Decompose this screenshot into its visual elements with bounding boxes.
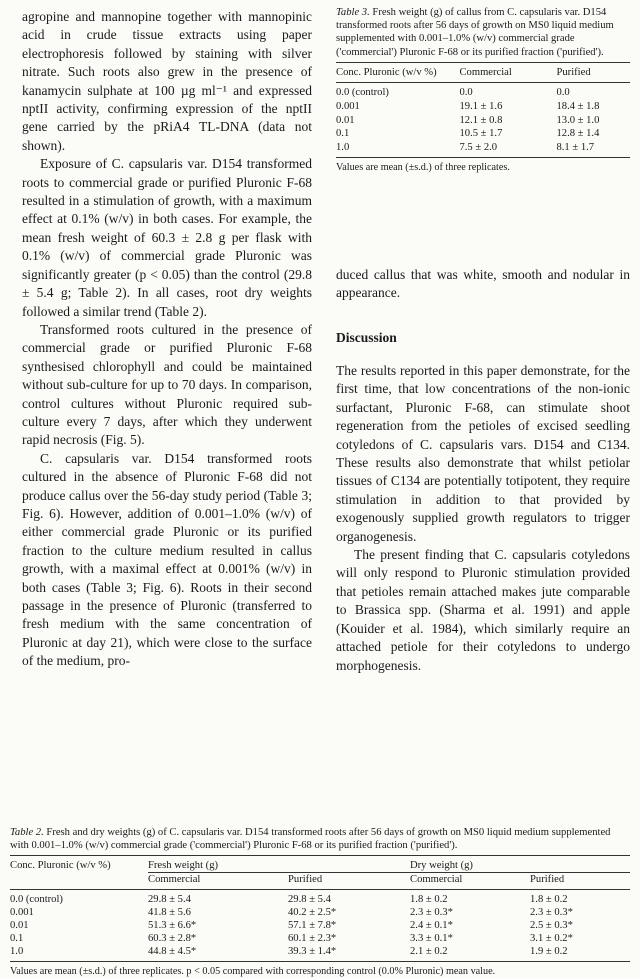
table-row [336,141,630,155]
table-cell: 1.0 [336,141,350,153]
paragraph: Transformed roots cultured in the presence of commercial grade or purified Pluronic F-68 synthesised chlorophyll and could be maintained without sub-culture for up to 70 days. In comparison, control cultures without Pluronic required sub-culture every 7 days, after which they underwent rapid necrosis (Fig. 5). [22,321,312,448]
table-header-row [10,859,630,873]
header-group: Dry weight (g) [410,860,473,872]
table-cell: 0.01 [336,114,355,126]
header-cell: Purified [530,873,630,887]
table-cell: 1.9 ± 0.2 [530,946,568,958]
table-cell: 1.8 ± 0.2 [530,894,568,906]
table [10,893,630,958]
table-cell: 2.3 ± 0.3* [410,907,453,919]
table-cell: 0.1 [10,933,24,945]
rule [336,62,630,63]
table-note: Values are mean (±s.d.) of three replicates. [336,162,510,174]
paragraph: agropine and mannopine together with mannopinic acid in crude tissue extracts using paper electrophoresis followed by staining with silver nitrate. Such roots also grew in the presence of kanamycin sulphate at 100 µg ml⁻¹ and expressed nptII activity, confirming expression of the nptII gene carried by the pRiA4 TL-DNA (data not shown). [22,9,312,153]
table-cell: 60.3 ± 2.8* [148,933,197,945]
table-cell: 0.0 [556,87,570,99]
left-column [22,8,312,671]
table-cell: 0.001 [10,907,34,919]
paragraph: duced callus that was white, smooth and nodular in appearance. [336,267,630,301]
table-cell: 0.01 [10,920,29,932]
table-row [336,86,630,100]
table-cell: 0.0 (control) [10,894,63,906]
paragraph: The results reported in this paper demonstrate, for the first time, that low concentrations of the non-ionic surfactant, Pluronic F-68, can stimulate shoot regeneration from the petioles of excised seedling cotyledons of C. capsularis vars. D154 and C134. These results also demonstrate that whilst petiolar tissues of C134 are potentially totipotent, they require stimulation in addition to that provided by exogenously supplied growth regulators to trigger organogenesis. [336,363,630,544]
table-header-row [336,66,630,80]
paragraph: Exposure of C. capsularis var. D154 transformed roots to commercial grade or purified Pluronic F-68 resulted in a stimulation of growth, with a maximum effect at 0.1% (w/v) in both cases. For example, the mean fresh weight of 60.3 ± 2.8 g per flask with 0.1% (w/v) of commercial grade Pluronic was significantly greater (p < 0.05) than the control (29.8 ± 5.4 g; Table 2). In all cases, root dry weights followed a similar trend (Table 2). [22,156,312,319]
table-cell: 13.0 ± 1.0 [556,114,600,126]
right-column-body [336,362,630,675]
table [336,86,630,154]
table-cell: 3.1 ± 0.2* [530,933,573,945]
table-cell: 12.1 ± 0.8 [459,114,503,126]
table-cell: 60.1 ± 2.3* [288,933,337,945]
table-cell: 8.1 ± 1.7 [556,141,595,153]
table-row [10,932,630,945]
table-cell: 57.1 ± 7.8* [288,920,337,932]
rule [336,82,630,83]
table-cell: 0.0 (control) [336,87,389,99]
header-cell: Conc. Pluronic (w/v %) [336,66,437,78]
header-cell: Commercial [459,66,512,78]
table-cell: 0.0 [459,87,473,99]
table-cell: 39.3 ± 1.4* [288,946,337,958]
table-cell: 41.8 ± 5.6 [148,907,191,919]
table-caption-text: Fresh weight (g) of callus from C. capsularis var. D154 transformed roots after 56 days of growth on MS0 liquid medium supplemented with 0.001–1.0% (w/v) commercial grade ('commercial') Pluronic F-68 or its purified fraction ('purified'). [336,7,614,58]
paragraph: The present finding that C. capsularis cotyledons will only respond to Pluronic stimulation provided that petioles remain attached makes jute comparable to Brassica spp. (Sharma et al. 1991) and apple (Kouider et al. 1984), which similarly require an attached petiole for their cotyledons to undergo morphogenesis. [336,547,630,673]
table-label: Table 2. [10,827,44,838]
table-cell: 19.1 ± 1.6 [459,101,503,112]
table-caption [336,6,630,59]
table-row [336,100,630,114]
section-heading: Discussion [336,330,397,345]
rule [10,855,630,856]
table-cell: 1.8 ± 0.2 [410,894,448,906]
table-cell: 51.3 ± 6.6* [148,920,197,932]
table-cell: 29.8 ± 5.4 [288,894,331,906]
table-row [336,114,630,128]
table-caption [10,826,630,852]
table-row [10,945,630,958]
table-cell: 40.2 ± 2.5* [288,907,337,919]
table-cell: 2.3 ± 0.3* [530,907,573,919]
header-cell: Commercial [148,873,288,887]
header-cell: Conc. Pluronic (w/v %) [10,860,111,872]
table-note: Values are mean (±s.d.) of three replicates. p < 0.05 compared with corresponding control (0.0% Pluronic) mean value. [10,966,496,978]
table-label: Table 3. [336,7,370,18]
table-cell: 0.001 [336,101,360,112]
table [336,66,630,80]
rule [336,157,630,158]
table-cell: 2.5 ± 0.3* [530,920,573,932]
table-cell: 7.5 ± 2.0 [459,141,498,153]
table-cell: 12.8 ± 1.4 [556,128,600,140]
header-cell: Purified [556,66,591,78]
table-cell: 0.1 [336,128,350,140]
table-row [336,127,630,141]
table-cell: 3.3 ± 0.1* [410,933,453,945]
table-row [10,906,630,919]
right-column-top [336,266,630,303]
table-cell: 1.0 [10,946,24,958]
table-cell: 2.4 ± 0.1* [410,920,453,932]
table-2 [10,826,630,978]
table-cell: 10.5 ± 1.7 [459,128,503,140]
table [10,859,630,886]
table-cell: 18.4 ± 1.8 [556,101,600,112]
table-cell: 2.1 ± 0.2 [410,946,448,958]
rule [10,889,630,890]
paragraph: C. capsularis var. D154 transformed roots cultured in the absence of Pluronic F-68 did not produce callus over the 56-day study period (Table 3; Fig. 6). However, addition of 0.001–1.0% (w/v) of either commercial grade Pluronic or its purified fraction to the culture medium resulted in callus growth, with a maximal effect at 0.001% (w/v) in both cases (Table 3; Fig. 6). Roots in their second passage in the presence of Pluronic (transferred to fresh medium with the same concentration of Pluronic at day 21), which were close to the surface of the medium, pro- [22,450,312,669]
table-cell: 44.8 ± 4.5* [148,946,197,958]
table-3 [336,6,630,174]
header-cell: Commercial [410,873,530,887]
rule [10,961,630,962]
table-row [10,919,630,932]
table-cell: 29.8 ± 5.4 [148,894,191,906]
table-caption-text: Fresh and dry weights (g) of C. capsularis var. D154 transformed roots after 56 days of growth on MS0 liquid medium supplemented with 0.001–1.0% (w/v) commercial grade ('commercial') Pluronic F-68 or its purified fraction ('purified'). [10,827,611,852]
header-group: Fresh weight (g) [148,860,219,872]
header-cell: Purified [288,873,410,887]
